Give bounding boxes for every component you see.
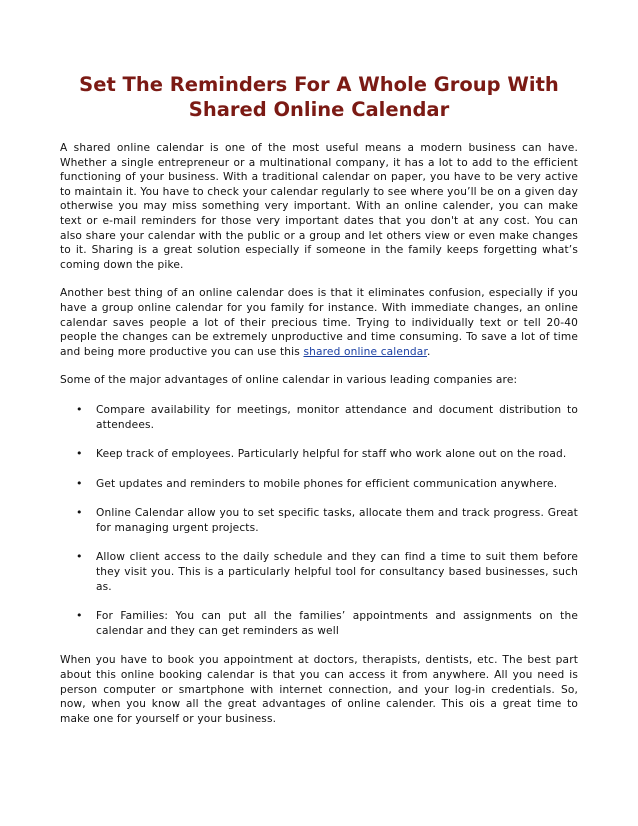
document-title [60, 72, 578, 122]
intro-paragraph: A shared online calendar is one of the most useful means a modern business can have. Whether a single entrepreneur or a multinational company, it has a lot to add to the efficient functioning of your business. With a traditional calendar on paper, you have to be very active to maintain it. You have to check your calendar regularly to see where you’ll be on a given day otherwise you may miss something very important. With an online calender, you can make text or e-mail reminders for those very important dates that you don't at any cost. You can also share your calendar with the public or a group and let others view or even make changes to it. Sharing is a great solution especially if someone in the family keeps forgetting what’s coming down the pike. [60, 142, 578, 271]
bullet-icon: • [76, 447, 83, 461]
list-item-text: For Families: You can put all the families’ appointments and assignments on the calendar and they can get reminders as well [96, 610, 578, 637]
bullet-icon: • [76, 550, 83, 564]
paragraph-text-end: . [426, 345, 431, 358]
advantages-intro: Some of the major advantages of online calendar in various leading companies are: [60, 374, 518, 387]
booking-paragraph: When you have to book you appointment at doctors, therapists, dentists, etc. The best part about this online booking calendar is that you can access it from anywhere. All you need is person computer or smartphone with internet connection, and your log-in credentials. So, now, when you know all the great advantages of online calender. This ois a great time to make one for yourself or your business. [60, 654, 578, 725]
list-item [76, 403, 578, 432]
list-item [76, 447, 578, 462]
list-item-text: Compare availability for meetings, monitor attendance and document distribution to attendees. [96, 403, 578, 431]
group-calendar-paragraph [60, 286, 578, 359]
paragraph-text: Another best thing of an online calendar does is that it eliminates confusion, especially if you have a group online calendar for you family for instance. With immediate changes, an online calendar saves people a lot of their precious time. Trying to individually text or tell 20-40 people the changes can be extremely unproductive and time consuming. To save a lot of time and being more productive you can use this [60, 287, 578, 358]
shared-online-calendar-link[interactable]: shared online calendar [303, 345, 427, 358]
list-item-text: Get updates and reminders to mobile phones for efficient communication anywhere. [96, 477, 558, 490]
list-item-text: Keep track of employees. Particularly helpful for staff who work alone out on the road. [96, 448, 567, 461]
list-item [76, 506, 578, 535]
bullet-icon: • [76, 609, 83, 623]
bullet-icon: • [76, 476, 83, 490]
bullet-icon: • [76, 506, 83, 520]
list-item-text: Online Calendar allow you to set specific tasks, allocate them and track progress. Great for managing urgent projects. [96, 507, 578, 534]
bullet-icon: • [76, 402, 83, 416]
list-item [76, 477, 578, 492]
list-item [76, 609, 578, 638]
advantages-list [60, 403, 578, 639]
title-line-2: Shared Online Calendar [188, 98, 450, 121]
list-item-text: Allow client access to the daily schedule and they can find a time to suit them before they visit you. This is a particularly helpful tool for consultancy based businesses, such as. [96, 551, 578, 593]
list-item [76, 550, 578, 594]
title-line-1: Set The Reminders For A Whole Group With [79, 73, 559, 96]
